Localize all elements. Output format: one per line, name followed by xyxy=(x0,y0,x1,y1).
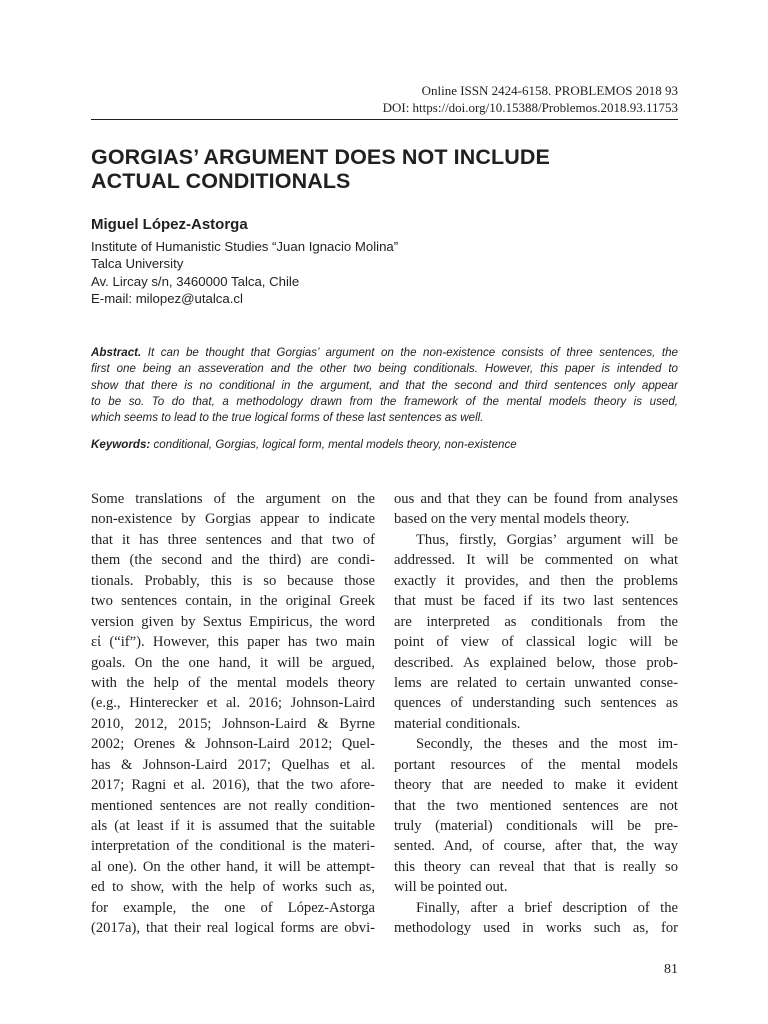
page-number: 81 xyxy=(664,962,678,977)
body-line: 2010, 2012, 2015; Johnson-Laird & Byrne xyxy=(91,715,375,732)
body-line: methodology used in works such as, for xyxy=(394,920,678,937)
journal-doi-line: DOI: https://doi.org/10.15388/Problemos.2018.93.11753 xyxy=(382,100,678,115)
body-line: εἰ (“if”). However, this paper has two main xyxy=(91,634,375,651)
body-line: will be pointed out. xyxy=(394,879,508,896)
keywords xyxy=(91,437,517,453)
keywords-label: Keywords: xyxy=(91,438,151,451)
body-line: tionals. Probably, this is so because those xyxy=(91,572,375,589)
abstract-line: show that there is no conditional in the argument, and that the second and third sentences only appear xyxy=(91,378,678,392)
body-line: goals. On the one hand, it will be argued, xyxy=(91,654,375,671)
body-line: mentioned sentences are not really condition- xyxy=(91,797,375,814)
keywords-text: conditional, Gorgias, logical form, mental models theory, non-existence xyxy=(150,438,517,451)
body-line: this theory can reveal that that is really so xyxy=(394,858,678,875)
body-line: truly (material) conditionals will be pre- xyxy=(394,818,678,834)
author-affiliation xyxy=(91,238,398,307)
body-line: Finally, after a brief description of the xyxy=(416,899,678,916)
body-line: version given by Sextus Empiricus, the word xyxy=(91,613,375,630)
journal-issn-line: Online ISSN 2424-6158. PROBLEMOS 2018 93 xyxy=(421,83,678,98)
body-line: based on the very mental models theory. xyxy=(394,511,630,528)
abstract-line: to be so. To do that, a methodology drawn from the framework of the mental models theory is used, xyxy=(91,394,678,408)
body-column-right xyxy=(394,489,678,939)
body-line: has & Johnson-Laird 2017; Quelhas et al. xyxy=(91,756,375,773)
journal-header xyxy=(383,82,678,116)
body-line: non-existence by Gorgias appear to indicate xyxy=(91,511,375,528)
abstract-label: Abstract. xyxy=(91,346,142,359)
affiliation-email: E-mail: milopez@utalca.cl xyxy=(91,290,243,306)
affiliation-university: Talca University xyxy=(91,256,184,272)
abstract-text: It can be thought that Gorgias’ argument on the non-existence consists of three sentences, the xyxy=(141,346,678,359)
abstract-line: first one being an asseveration and the other two being conditionals. However, this paper is intended to xyxy=(91,362,678,376)
body-line: are interpreted as conditionals from the xyxy=(394,613,678,630)
body-line: theory that are needed to make it evident xyxy=(394,777,678,794)
body-line: exactly it provides, and then the problems xyxy=(394,572,678,589)
body-line: that must be faced if its two last sentences xyxy=(394,593,678,610)
header-rule xyxy=(91,119,678,120)
paper-title xyxy=(91,145,678,193)
title-line-1: GORGIAS’ ARGUMENT DOES NOT INCLUDE xyxy=(91,145,550,169)
affiliation-address: Av. Lircay s/n, 3460000 Talca, Chile xyxy=(91,273,300,289)
body-line: sented. And, of course, after that, the way xyxy=(394,838,678,855)
body-line: that the two mentioned sentences are not xyxy=(394,797,678,814)
title-line-2: ACTUAL CONDITIONALS xyxy=(91,169,351,193)
abstract-line: which seems to lead to the true logical forms of these last sentences as well. xyxy=(91,411,484,425)
body-line: Secondly, the theses and the most im- xyxy=(416,736,678,753)
body-line: Some translations of the argument on the xyxy=(91,491,375,507)
body-line: described. As explained below, those prob- xyxy=(394,654,678,671)
body-line: them (the second and the third) are condi- xyxy=(91,552,375,569)
body-line: Thus, firstly, Gorgias’ argument will be xyxy=(416,531,678,548)
body-line: ous and that they can be found from analyses xyxy=(394,491,678,507)
body-line: portant resources of the mental models xyxy=(394,756,678,773)
body-line: for example, the one of López-Astorga xyxy=(91,899,375,916)
abstract xyxy=(91,345,678,426)
body-line: quences of understanding such sentences as xyxy=(394,695,678,712)
body-line: material conditionals. xyxy=(394,715,521,732)
abstract-line xyxy=(91,345,678,361)
affiliation-institute: Institute of Humanistic Studies “Juan Ignacio Molina” xyxy=(91,239,399,254)
body-column-left xyxy=(91,489,375,939)
body-line: (e.g., Hinterecker et al. 2016; Johnson-Laird xyxy=(91,695,375,712)
author-name: Miguel López-Astorga xyxy=(91,216,248,233)
body-line: with the help of the mental models theory xyxy=(91,674,375,691)
body-line: lems are related to certain unwanted conse- xyxy=(394,674,678,691)
body-line: (2017a), that their real logical forms are obvi- xyxy=(91,920,375,937)
body-line: als (at least if it is assumed that the suitable xyxy=(91,818,375,834)
body-line: 2002; Orenes & Johnson-Laird 2012; Quel- xyxy=(91,736,375,753)
body-line: interpretation of the conditional is the materi- xyxy=(91,838,375,855)
body-line: point of view of classical logic will be xyxy=(394,634,678,651)
body-line: that it has three sentences and that two of xyxy=(91,531,375,548)
body-line: 2017; Ragni et al. 2016), that the two afore- xyxy=(91,777,375,794)
body-line: addressed. It will be commented on what xyxy=(394,552,678,569)
body-line: al one). On the other hand, it will be attempt- xyxy=(91,858,375,875)
body-line: two sentences contain, in the original Greek xyxy=(91,593,375,610)
body-line: ed to show, with the help of works such as, xyxy=(91,879,375,896)
